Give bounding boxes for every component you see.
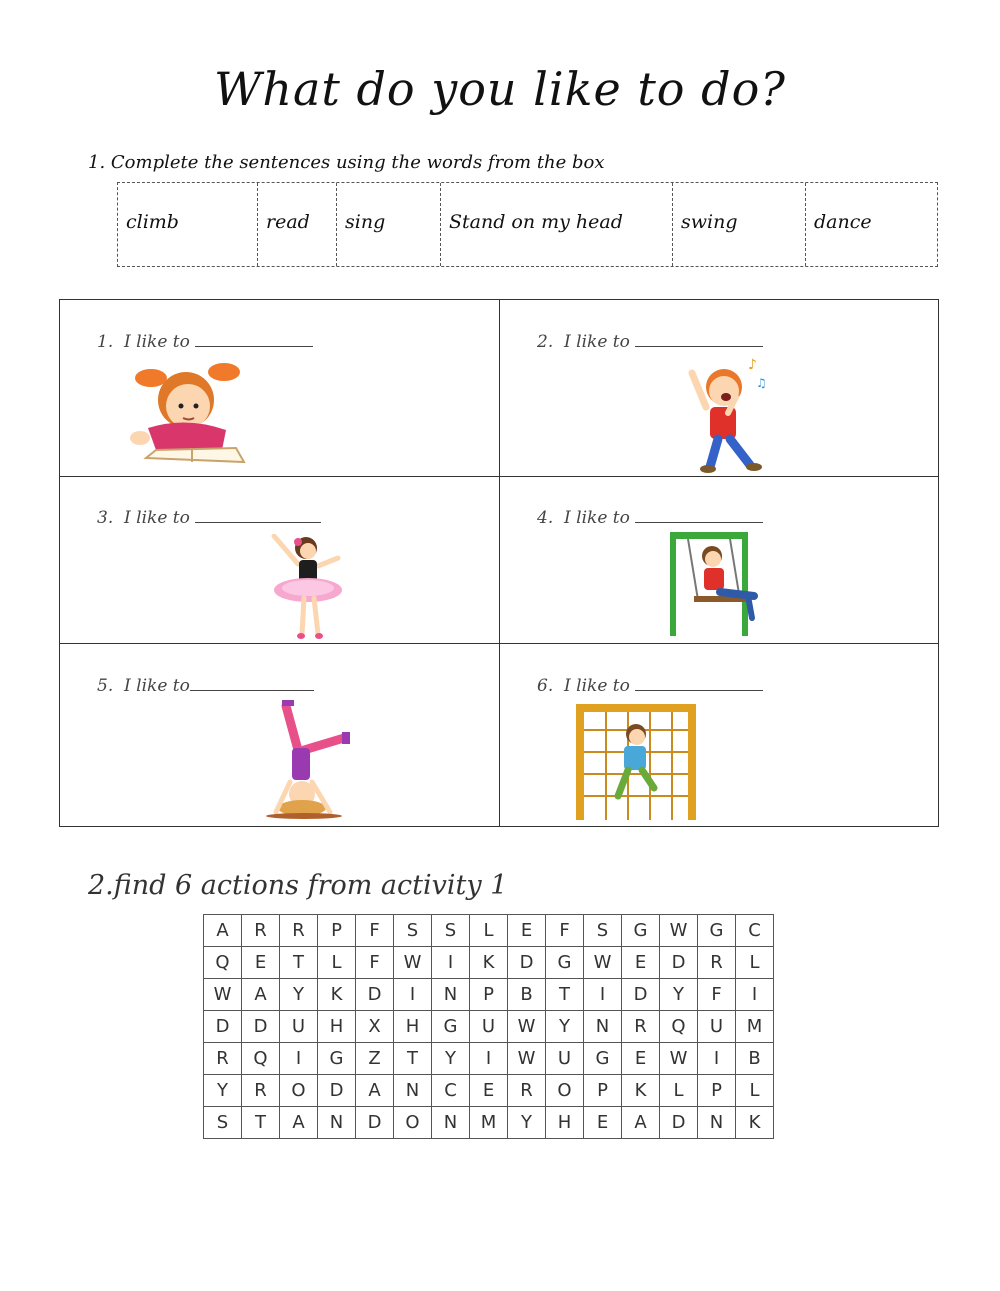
- word-search-letter[interactable]: I: [470, 1043, 508, 1075]
- word-search-letter[interactable]: L: [470, 915, 508, 947]
- word-search-letter[interactable]: F: [356, 947, 394, 979]
- word-search-letter[interactable]: D: [242, 1011, 280, 1043]
- word-search-letter[interactable]: R: [204, 1043, 242, 1075]
- word-search-letter[interactable]: I: [394, 979, 432, 1011]
- word-search-letter[interactable]: Y: [280, 979, 318, 1011]
- word-search-letter[interactable]: S: [584, 915, 622, 947]
- word-search-letter[interactable]: W: [660, 915, 698, 947]
- word-search-row: [204, 1107, 774, 1139]
- word-search-letter[interactable]: E: [242, 947, 280, 979]
- svg-text:♪: ♪: [748, 357, 757, 373]
- sentence-text: I like to: [564, 676, 630, 696]
- word-search-letter[interactable]: E: [584, 1107, 622, 1139]
- word-search-letter[interactable]: W: [394, 947, 432, 979]
- word-search-letter[interactable]: F: [356, 915, 394, 947]
- word-search-letter[interactable]: H: [318, 1011, 356, 1043]
- word-climb: climb: [118, 183, 258, 266]
- activity2-instruction: 2.find 6 actions from activity 1: [88, 870, 508, 901]
- boy-singing-icon: [678, 355, 770, 475]
- word-search-letter[interactable]: Z: [356, 1043, 394, 1075]
- word-search-letter[interactable]: H: [546, 1107, 584, 1139]
- word-search-letter[interactable]: L: [736, 947, 774, 979]
- word-search-letter[interactable]: W: [584, 947, 622, 979]
- word-search-letter[interactable]: R: [508, 1075, 546, 1107]
- sentence-prompt-2: [537, 332, 763, 352]
- word-search-letter[interactable]: R: [622, 1011, 660, 1043]
- word-search-letter[interactable]: H: [394, 1011, 432, 1043]
- word-dance: dance: [814, 211, 872, 233]
- word-search-letter[interactable]: W: [508, 1043, 546, 1075]
- word-search-letter[interactable]: S: [204, 1107, 242, 1139]
- word-search-letter[interactable]: E: [470, 1075, 508, 1107]
- word-search-letter[interactable]: C: [432, 1075, 470, 1107]
- word-search-letter[interactable]: S: [432, 915, 470, 947]
- word-search-letter[interactable]: B: [508, 979, 546, 1011]
- word-search-letter[interactable]: N: [432, 1107, 470, 1139]
- word-search-letter[interactable]: G: [546, 947, 584, 979]
- word-search-letter[interactable]: D: [660, 1107, 698, 1139]
- word-search-letter[interactable]: D: [356, 1107, 394, 1139]
- sentence-text: I like to: [564, 332, 630, 352]
- word-read: read: [258, 183, 337, 266]
- sentence-prompt-5: [97, 676, 314, 696]
- word-search-letter[interactable]: N: [394, 1075, 432, 1107]
- word-search-letter[interactable]: I: [280, 1043, 318, 1075]
- word-search-letter[interactable]: I: [736, 979, 774, 1011]
- word-search-row: [204, 1011, 774, 1043]
- answer-blank[interactable]: [195, 508, 321, 523]
- word-search-letter[interactable]: E: [508, 915, 546, 947]
- word-search-letter[interactable]: M: [470, 1107, 508, 1139]
- word-search-letter[interactable]: T: [242, 1107, 280, 1139]
- word-search-letter[interactable]: N: [698, 1107, 736, 1139]
- word-search-letter[interactable]: W: [660, 1043, 698, 1075]
- word-search-letter[interactable]: K: [470, 947, 508, 979]
- word-sing: sing: [337, 183, 441, 266]
- sentence-number: 1.: [97, 332, 114, 352]
- word-search-letter[interactable]: B: [736, 1043, 774, 1075]
- word-search-letter[interactable]: G: [698, 915, 736, 947]
- word-search-letter[interactable]: P: [698, 1075, 736, 1107]
- word-search-letter[interactable]: R: [280, 915, 318, 947]
- word-search-letter[interactable]: K: [736, 1107, 774, 1139]
- word-box: [117, 182, 938, 267]
- word-search-grid: [203, 914, 774, 1139]
- sentence-prompt-6: [537, 676, 763, 696]
- sentence-text: I like to: [124, 508, 190, 528]
- word-search-letter[interactable]: O: [394, 1107, 432, 1139]
- sentence-text: I like to: [564, 508, 630, 528]
- word-search-letter[interactable]: R: [698, 947, 736, 979]
- word-search-letter[interactable]: D: [356, 979, 394, 1011]
- word-search-letter[interactable]: P: [470, 979, 508, 1011]
- word-search-letter[interactable]: L: [736, 1075, 774, 1107]
- word-search-letter[interactable]: S: [394, 915, 432, 947]
- word-search-letter[interactable]: D: [318, 1075, 356, 1107]
- answer-blank[interactable]: [635, 508, 763, 523]
- word-search-letter[interactable]: U: [698, 1011, 736, 1043]
- word-search-letter[interactable]: U: [280, 1011, 318, 1043]
- word-search-row: [204, 947, 774, 979]
- answer-blank[interactable]: [635, 332, 763, 347]
- word-search-letter[interactable]: G: [584, 1043, 622, 1075]
- answer-blank[interactable]: [195, 332, 313, 347]
- word-search-letter[interactable]: O: [280, 1075, 318, 1107]
- word-search-letter[interactable]: D: [508, 947, 546, 979]
- activity1-instruction: 1. Complete the sentences using the words from the box: [88, 152, 605, 173]
- word-search-letter[interactable]: E: [622, 947, 660, 979]
- sentence-number: 2.: [537, 332, 554, 352]
- word-search-letter[interactable]: L: [318, 947, 356, 979]
- word-search-letter[interactable]: T: [546, 979, 584, 1011]
- word-search-letter[interactable]: D: [660, 947, 698, 979]
- word-search-letter[interactable]: D: [622, 979, 660, 1011]
- sentence-grid: [59, 299, 939, 827]
- sentence-number: 5.: [97, 676, 114, 696]
- word-search-letter[interactable]: U: [546, 1043, 584, 1075]
- word-search-letter[interactable]: Y: [660, 979, 698, 1011]
- girl-headstand-icon: [264, 700, 352, 820]
- word-search-letter[interactable]: Y: [204, 1075, 242, 1107]
- answer-blank[interactable]: [635, 676, 763, 691]
- word-search-row: [204, 915, 774, 947]
- word-search-letter[interactable]: F: [546, 915, 584, 947]
- word-search-letter[interactable]: A: [204, 915, 242, 947]
- sentence-number: 4.: [537, 508, 554, 528]
- word-search-letter[interactable]: N: [432, 979, 470, 1011]
- word-search-letter[interactable]: I: [432, 947, 470, 979]
- sentence-prompt-1: [97, 332, 313, 352]
- sentence-number: 6.: [537, 676, 554, 696]
- word-search-letter[interactable]: C: [736, 915, 774, 947]
- girl-dancing-icon: [270, 534, 352, 642]
- word-search-letter[interactable]: L: [660, 1075, 698, 1107]
- word-search-letter[interactable]: F: [698, 979, 736, 1011]
- word-search-letter[interactable]: T: [280, 947, 318, 979]
- word-search-letter[interactable]: P: [584, 1075, 622, 1107]
- girl-reading-icon: [126, 358, 252, 468]
- sentence-text: I like to: [124, 676, 190, 696]
- word-search-letter[interactable]: U: [470, 1011, 508, 1043]
- boy-swinging-icon: [668, 530, 772, 638]
- word-swing: swing: [673, 183, 806, 266]
- word-search-letter[interactable]: W: [508, 1011, 546, 1043]
- word-search-letter[interactable]: G: [622, 915, 660, 947]
- word-search-row: [204, 979, 774, 1011]
- word-search-letter[interactable]: I: [698, 1043, 736, 1075]
- worksheet-title: What do you like to do?: [214, 62, 786, 116]
- word-search-letter[interactable]: X: [356, 1011, 394, 1043]
- word-search-letter[interactable]: R: [242, 915, 280, 947]
- word-search-letter[interactable]: A: [280, 1107, 318, 1139]
- word-search-letter[interactable]: A: [242, 979, 280, 1011]
- word-search-letter[interactable]: G: [318, 1043, 356, 1075]
- word-search-letter[interactable]: Q: [242, 1043, 280, 1075]
- svg-text:♫: ♫: [756, 376, 767, 390]
- answer-blank[interactable]: [190, 676, 314, 691]
- word-search-letter[interactable]: Y: [546, 1011, 584, 1043]
- sentence-text: I like to: [124, 332, 190, 352]
- sentence-prompt-4: [537, 508, 763, 528]
- word-search-letter[interactable]: I: [584, 979, 622, 1011]
- word-search-letter[interactable]: K: [318, 979, 356, 1011]
- word-search-letter[interactable]: P: [318, 915, 356, 947]
- word-search-letter[interactable]: O: [546, 1075, 584, 1107]
- sentence-cell-6: [500, 644, 938, 826]
- word-search-letter[interactable]: A: [622, 1107, 660, 1139]
- word-search-row: [204, 1075, 774, 1107]
- word-search-letter[interactable]: E: [622, 1043, 660, 1075]
- word-search-letter[interactable]: W: [204, 979, 242, 1011]
- word-stand-on-my-head: Stand on my head: [441, 183, 673, 266]
- word-search-letter[interactable]: Y: [508, 1107, 546, 1139]
- word-search-row: [204, 1043, 774, 1075]
- word-search-letter[interactable]: K: [622, 1075, 660, 1107]
- boy-climbing-icon: [576, 704, 696, 820]
- word-search-letter[interactable]: D: [204, 1011, 242, 1043]
- word-search-letter[interactable]: Y: [432, 1043, 470, 1075]
- word-search-letter[interactable]: T: [394, 1043, 432, 1075]
- word-search-letter[interactable]: N: [584, 1011, 622, 1043]
- word-search-letter[interactable]: Q: [660, 1011, 698, 1043]
- word-search-letter[interactable]: Q: [204, 947, 242, 979]
- word-search-letter[interactable]: N: [318, 1107, 356, 1139]
- word-search-letter[interactable]: G: [432, 1011, 470, 1043]
- sentence-prompt-3: [97, 508, 321, 528]
- word-search-letter[interactable]: A: [356, 1075, 394, 1107]
- word-search-letter[interactable]: M: [736, 1011, 774, 1043]
- word-search-letter[interactable]: R: [242, 1075, 280, 1107]
- sentence-number: 3.: [97, 508, 114, 528]
